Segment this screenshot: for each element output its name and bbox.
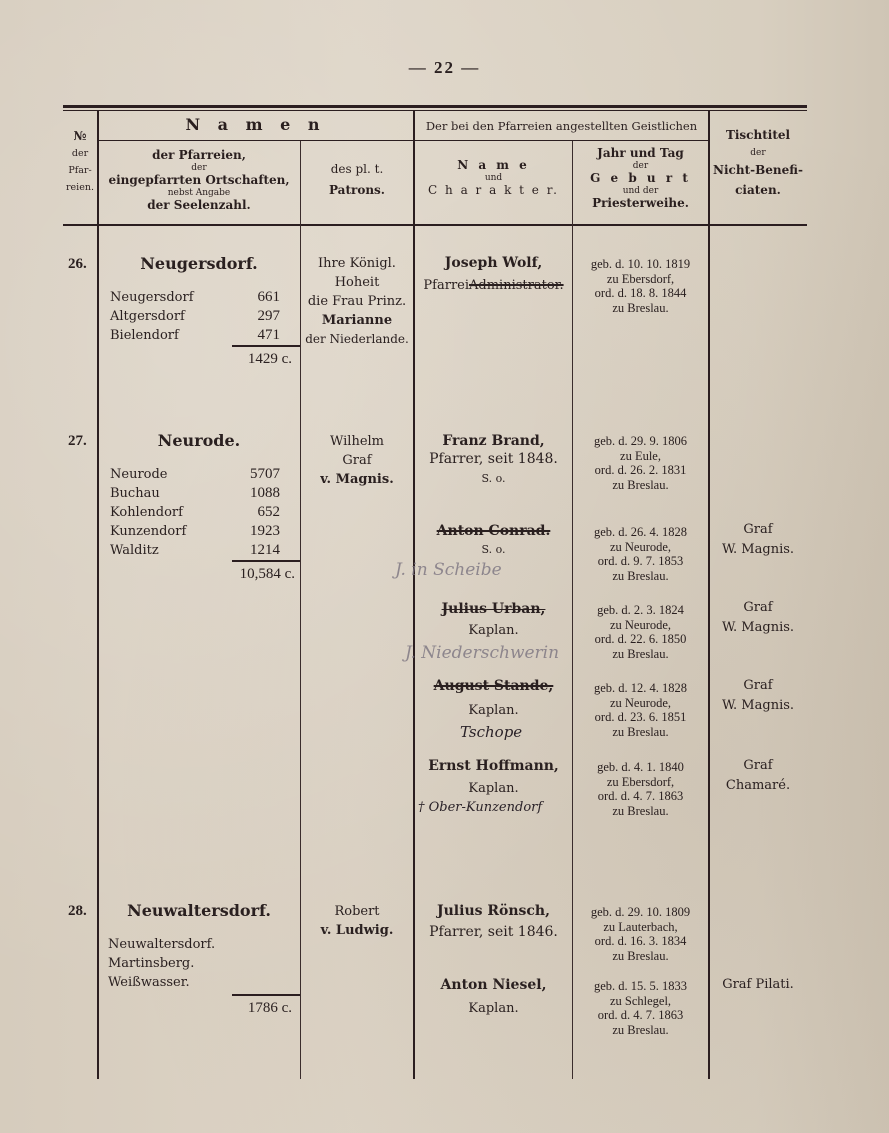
- clergy-entry: Franz Brand, Pfarrer, seit 1848. S. o.: [429, 433, 558, 485]
- clergy-entry: Julius Urban, Kaplan.: [415, 600, 572, 640]
- clergy-entry: Anton Conrad. S. o.: [415, 522, 572, 559]
- handwritten-annotation: J. in Scheibe: [395, 560, 502, 580]
- tischtitel: Graf W. Magnis.: [721, 678, 795, 713]
- tischtitel: Graf W. Magnis.: [721, 600, 795, 635]
- village-list: Neurode Buchau Kohlendorf Kunzendorf Walditz: [110, 467, 187, 558]
- sum-rule: [232, 994, 300, 996]
- tischtitel: Graf Chamaré.: [725, 758, 791, 793]
- top-rule-thin: [63, 110, 807, 111]
- birth-ordination-dates: geb. d. 29. 10. 1809 zu Lauterbach, ord. d. 16. 3. 1834 zu Breslau.: [590, 905, 691, 963]
- namen-group-rule: [98, 140, 414, 141]
- divider-dates: [708, 111, 710, 1079]
- struck-role: Administrator.: [469, 278, 564, 293]
- birth-ordination-dates: geb. d. 2. 3. 1824 zu Neurode, ord. d. 22. 6. 1850 zu Breslau.: [594, 603, 687, 661]
- entry-number: 26.: [68, 256, 87, 272]
- birth-ordination-dates: geb. d. 15. 5. 1833 zu Schlegel, ord. d. 4. 7. 1863 zu Breslau.: [593, 979, 688, 1037]
- header-namen-group: N a m e n: [185, 115, 326, 134]
- soul-total: 1429 c.: [247, 351, 292, 367]
- handwritten-annotation: J. Niederschwerin: [405, 643, 560, 663]
- struck-name: August Stande,: [433, 678, 554, 694]
- header-bottom-rule: [63, 224, 807, 226]
- handwritten-annotation: Tschope: [460, 723, 523, 741]
- clergy-entry: Julius Rönsch, Pfarrer, seit 1846.: [429, 903, 558, 940]
- struck-name: Julius Urban,: [441, 601, 546, 617]
- parish-name: Neuwaltersdorf.: [127, 901, 271, 920]
- geistlichen-group-rule: [415, 140, 708, 141]
- header-patrons: des pl. t. Patrons.: [328, 162, 385, 197]
- birth-ordination-dates: geb. d. 4. 1. 1840 zu Ebersdorf, ord. d. 4. 7. 1863 zu Breslau.: [597, 760, 684, 818]
- clergy-entry: Ernst Hoffmann, Kaplan.: [428, 758, 559, 796]
- soul-total: 10,584 c.: [239, 566, 295, 582]
- birth-ordination-dates: geb. d. 10. 10. 1819 zu Ebersdorf, ord. d. 18. 8. 1844 zu Breslau.: [590, 257, 691, 315]
- parish-name: Neurode.: [157, 431, 241, 450]
- patron: Ihre Königl. Hoheit die Frau Prinz. Marianne der Niederlande.: [305, 256, 409, 346]
- entry-number: 28.: [68, 903, 87, 919]
- soul-counts: 5707 1088 652 1923 1214: [250, 466, 280, 558]
- entry-number: 27.: [68, 433, 87, 449]
- soul-counts: 661 297 471: [257, 289, 280, 343]
- header-name-charakter: N a m e und C h a r a k t e r.: [428, 158, 559, 197]
- sum-rule: [232, 560, 300, 562]
- tischtitel: Graf W. Magnis.: [721, 522, 795, 557]
- patron: Robert v. Ludwig.: [320, 904, 394, 938]
- tischtitel: Graf Pilati.: [722, 977, 794, 992]
- birth-ordination-dates: geb. d. 26. 4. 1828 zu Neurode, ord. d. 9. 7. 1853 zu Breslau.: [593, 525, 688, 583]
- birth-ordination-dates: geb. d. 12. 4. 1828 zu Neurode, ord. d. 23. 6. 1851 zu Breslau.: [593, 681, 688, 739]
- top-rule: [63, 105, 807, 108]
- clergy-entry: Anton Niesel, Kaplan.: [440, 977, 547, 1016]
- header-nr: № der Pfar- reien.: [66, 129, 94, 193]
- birth-ordination-dates: geb. d. 29. 9. 1806 zu Eule, ord. d. 26. 2. 1831 zu Breslau.: [593, 434, 688, 492]
- clergy-entry: August Stande, Kaplan.: [433, 678, 554, 718]
- page-number: — 22 —: [408, 58, 481, 77]
- clergy-entry: Joseph Wolf, PfarreiAdministrator.: [423, 255, 564, 293]
- village-list: Neuwaltersdorf. Martinsberg. Weißwasser.: [108, 937, 216, 990]
- village-list: Neugersdorf Altgersdorf Bielendorf: [110, 290, 194, 343]
- header-pfarreien: der Pfarreien, der eingepfarrten Ortschaften, nebst Angabe der Seelenzahl.: [108, 148, 290, 212]
- soul-total: 1786 c.: [247, 1000, 292, 1016]
- header-tischtitel: Tischtitel der Nicht-Benefi- ciaten.: [713, 128, 803, 197]
- sum-rule: [232, 345, 300, 347]
- handwritten-annotation: † Ober-Kunzendorf: [418, 800, 543, 815]
- patron: Wilhelm Graf v. Magnis.: [320, 434, 394, 487]
- struck-name: Anton Conrad.: [436, 523, 551, 539]
- parish-name: Neugersdorf.: [140, 254, 258, 273]
- header-dates: Jahr und Tag der G e b u r t und der Priesterweihe.: [590, 146, 691, 210]
- header-geistlichen-group: Der bei den Pfarreien angestellten Geistlichen: [425, 119, 698, 133]
